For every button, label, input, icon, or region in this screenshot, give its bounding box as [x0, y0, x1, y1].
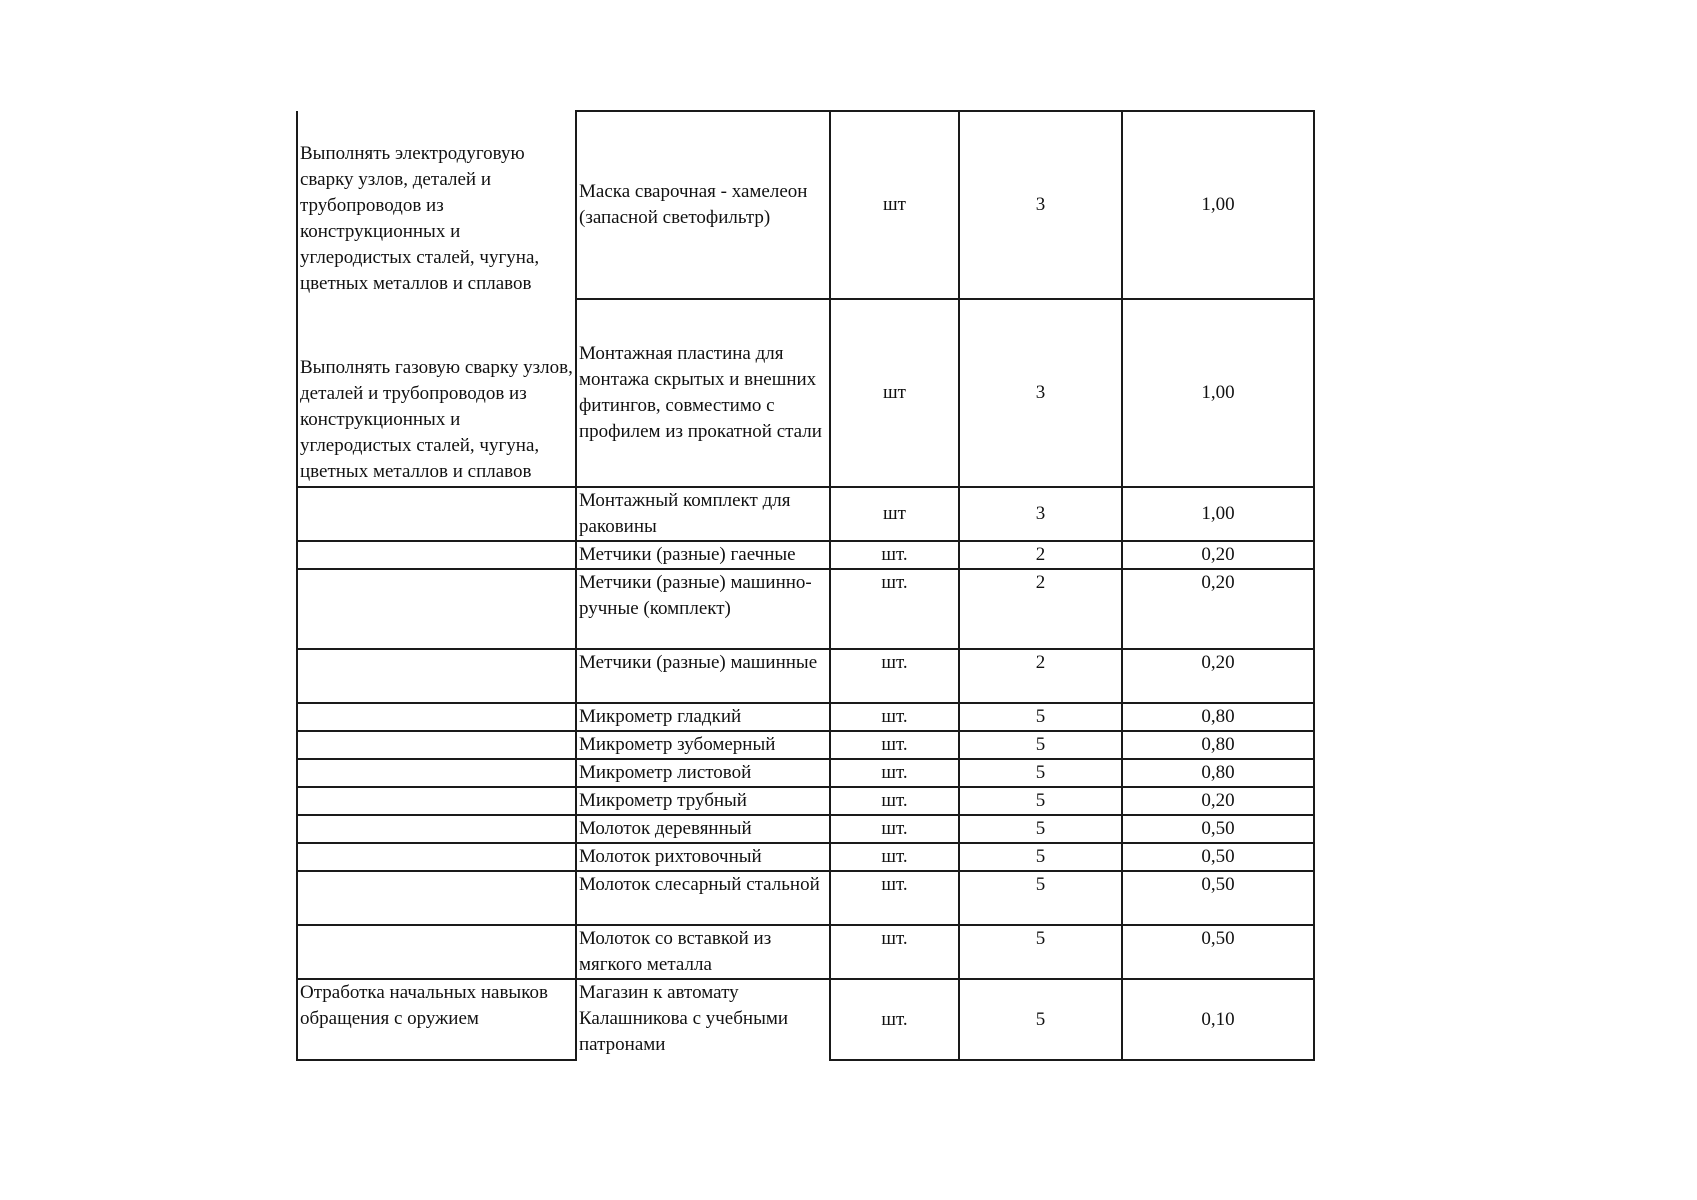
table-row [297, 569, 1314, 649]
coefficient-cell: 1,00 [1122, 299, 1314, 487]
unit-cell: шт. [830, 759, 959, 787]
competence-cell [297, 815, 576, 843]
competence-cell [297, 843, 576, 871]
quantity-cell: 5 [959, 979, 1122, 1060]
item-name-cell: Микрометр листовой [576, 759, 830, 787]
table-row [297, 759, 1314, 787]
competence-cell [297, 487, 576, 541]
unit-cell: шт. [830, 787, 959, 815]
unit-cell: шт. [830, 815, 959, 843]
unit-cell: шт [830, 299, 959, 487]
competence-cell [297, 871, 576, 925]
competence-cell [297, 541, 576, 569]
equipment-table [296, 110, 1315, 1061]
unit-cell: шт. [830, 843, 959, 871]
competence-cell: Отработка начальных навыков обращения с оружием [297, 979, 576, 1060]
coefficient-cell: 0,80 [1122, 703, 1314, 731]
coefficient-cell: 0,20 [1122, 569, 1314, 649]
table-row [297, 787, 1314, 815]
table-row [297, 979, 1314, 1060]
quantity-cell: 2 [959, 541, 1122, 569]
quantity-cell: 5 [959, 843, 1122, 871]
coefficient-cell: 0,20 [1122, 787, 1314, 815]
quantity-cell: 3 [959, 111, 1122, 299]
item-name-cell: Монтажная пластина для монтажа скрытых и внешних фитингов, совместимо с профилем из прокатной стали [576, 299, 830, 487]
item-name-cell: Микрометр гладкий [576, 703, 830, 731]
quantity-cell: 5 [959, 703, 1122, 731]
table-row [297, 731, 1314, 759]
coefficient-cell: 0,80 [1122, 731, 1314, 759]
coefficient-cell: 1,00 [1122, 487, 1314, 541]
quantity-cell: 5 [959, 871, 1122, 925]
table-row [297, 815, 1314, 843]
unit-cell: шт. [830, 703, 959, 731]
table-row [297, 299, 1314, 487]
table-row [297, 925, 1314, 979]
quantity-cell: 2 [959, 569, 1122, 649]
quantity-cell: 5 [959, 925, 1122, 979]
competence-cell [297, 787, 576, 815]
item-name-cell: Монтажный комплект для раковины [576, 487, 830, 541]
item-name-cell: Метчики (разные) гаечные [576, 541, 830, 569]
quantity-cell: 2 [959, 649, 1122, 703]
item-name-cell: Магазин к автомату Калашникова с учебными патронами [576, 979, 830, 1060]
item-name-cell: Маска сварочная - хамелеон (запасной светофильтр) [576, 111, 830, 299]
coefficient-cell: 0,50 [1122, 871, 1314, 925]
coefficient-cell: 0,80 [1122, 759, 1314, 787]
unit-cell: шт. [830, 925, 959, 979]
quantity-cell: 5 [959, 759, 1122, 787]
table-row [297, 541, 1314, 569]
coefficient-cell: 0,20 [1122, 649, 1314, 703]
coefficient-cell: 1,00 [1122, 111, 1314, 299]
table-row [297, 111, 1314, 299]
coefficient-cell: 0,50 [1122, 815, 1314, 843]
item-name-cell: Микрометр зубомерный [576, 731, 830, 759]
coefficient-cell: 0,20 [1122, 541, 1314, 569]
table-row [297, 487, 1314, 541]
table-row [297, 871, 1314, 925]
competence-cell [297, 569, 576, 649]
table-row [297, 843, 1314, 871]
unit-cell: шт [830, 487, 959, 541]
quantity-cell: 3 [959, 487, 1122, 541]
unit-cell: шт. [830, 979, 959, 1060]
coefficient-cell: 0,50 [1122, 843, 1314, 871]
item-name-cell: Метчики (разные) машинные [576, 649, 830, 703]
unit-cell: шт. [830, 731, 959, 759]
competence-cell [297, 731, 576, 759]
competence-cell [297, 649, 576, 703]
competence-cell [297, 925, 576, 979]
coefficient-cell: 0,50 [1122, 925, 1314, 979]
unit-cell: шт. [830, 569, 959, 649]
coefficient-cell: 0,10 [1122, 979, 1314, 1060]
table-row [297, 649, 1314, 703]
item-name-cell: Молоток со вставкой из мягкого металла [576, 925, 830, 979]
item-name-cell: Молоток слесарный стальной [576, 871, 830, 925]
unit-cell: шт [830, 111, 959, 299]
quantity-cell: 5 [959, 815, 1122, 843]
quantity-cell: 5 [959, 787, 1122, 815]
unit-cell: шт. [830, 541, 959, 569]
competence-cell [297, 703, 576, 731]
item-name-cell: Микрометр трубный [576, 787, 830, 815]
table-body [297, 111, 1314, 1060]
competence-cell [297, 759, 576, 787]
item-name-cell: Метчики (разные) машинно-ручные (комплект) [576, 569, 830, 649]
quantity-cell: 5 [959, 731, 1122, 759]
table-row [297, 703, 1314, 731]
unit-cell: шт. [830, 649, 959, 703]
item-name-cell: Молоток рихтовочный [576, 843, 830, 871]
unit-cell: шт. [830, 871, 959, 925]
competence-cell: Выполнять газовую сварку узлов, деталей и трубопроводов из конструкционных и углеродистых сталей, чугуна, цветных металлов и сплавов [297, 299, 576, 487]
competence-cell: Выполнять электродуговую сварку узлов, деталей и трубопроводов из конструкционных и углеродистых сталей, чугуна, цветных металлов и сплавов [297, 111, 576, 299]
item-name-cell: Молоток деревянный [576, 815, 830, 843]
quantity-cell: 3 [959, 299, 1122, 487]
